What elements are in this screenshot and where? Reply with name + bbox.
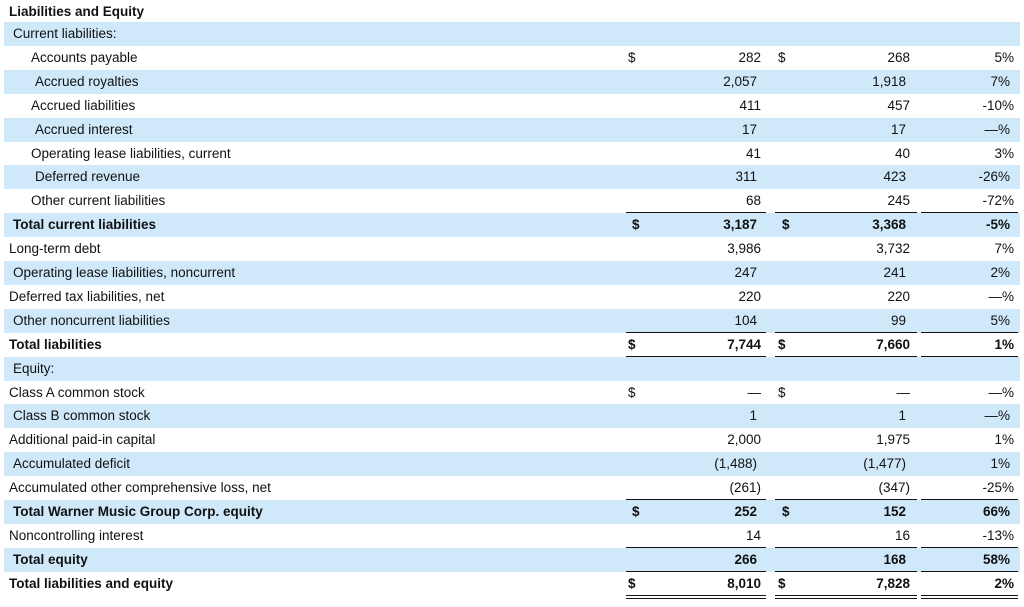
double-rule [921,595,1018,599]
value-current-period: 17 [741,121,757,137]
table-row [0,46,1024,70]
row-label: Accrued royalties [35,73,139,89]
row-label: Operating lease liabilities, current [31,145,231,161]
value-current-period: 247 [734,265,757,280]
table-row [4,452,1020,476]
value-prior-period: 3,732 [876,241,910,257]
table-row [4,213,1020,237]
row-label: Equity: [13,360,55,376]
double-rule [775,595,917,599]
percent-change: -26% [978,169,1010,185]
value-prior-period: — [896,384,910,400]
table-row [4,165,1020,189]
value-current-period: 2,000 [727,432,761,448]
currency-sign-prior: $ [782,217,790,233]
row-label: Current liabilities: [13,26,117,41]
currency-sign-current: $ [628,575,636,591]
row-label: Accumulated deficit [13,456,131,472]
value-current-period: (1,488) [714,456,757,472]
value-prior-period: 1,975 [876,432,910,448]
currency-sign-prior: $ [778,575,786,591]
table-row [4,118,1020,142]
row-label: Other noncurrent liabilities [13,312,170,328]
table-row [4,309,1020,333]
value-prior-period: 7,828 [876,575,910,591]
percent-change: 1% [994,336,1014,352]
table-row [4,548,1020,572]
table-row [0,381,1024,405]
percent-change: —% [988,288,1014,304]
value-current-period: — [747,384,761,400]
currency-sign-current: $ [632,504,640,519]
percent-change: 2% [990,265,1010,280]
value-prior-period: (1,477) [863,456,906,472]
currency-sign-current: $ [628,384,636,400]
value-current-period: 1 [749,408,757,424]
value-current-period: 266 [734,551,757,567]
value-current-period: 14 [745,527,761,543]
currency-sign-prior: $ [778,49,786,65]
table-row [0,142,1024,166]
value-prior-period: 457 [887,97,910,113]
value-prior-period: 268 [887,49,910,65]
percent-change: 1% [990,456,1010,472]
double-rule [626,595,766,599]
percent-change: 1% [994,432,1014,448]
value-prior-period: 245 [887,193,910,209]
row-label: Accrued liabilities [31,97,136,113]
value-prior-period: 7,660 [876,336,910,352]
table-row [0,237,1024,261]
percent-change: —% [988,384,1014,400]
row-label: Total equity [13,551,88,567]
percent-change: 5% [990,312,1010,328]
row-label: Total liabilities [9,336,102,352]
table-row [4,404,1020,428]
value-prior-period: 1,918 [872,73,906,89]
percent-change: -5% [985,217,1010,233]
row-label: Long-term debt [9,241,101,257]
row-label: Accounts payable [31,49,138,65]
value-current-period: 411 [739,97,761,113]
table-row [0,285,1024,309]
percent-change: -72% [982,193,1014,209]
row-label: Class B common stock [13,408,151,424]
row-label: Additional paid-in capital [9,432,156,448]
currency-sign-prior: $ [778,384,786,400]
percent-change: —% [984,121,1010,137]
percent-change: 7% [994,241,1014,257]
value-prior-period: 17 [890,121,906,137]
table-row [4,261,1020,285]
table-row [0,476,1024,500]
row-label: Deferred revenue [35,169,141,185]
value-current-period: 3,187 [723,217,757,233]
currency-sign-current: $ [628,336,636,352]
percent-change: 2% [994,575,1014,591]
row-label: Operating lease liabilities, noncurrent [13,265,236,280]
table-row [0,572,1024,596]
value-current-period: 68 [745,193,761,209]
percent-change: 5% [994,49,1014,65]
currency-sign-current: $ [628,49,636,65]
value-prior-period: 152 [883,504,906,519]
value-current-period: 220 [738,288,761,304]
value-prior-period: 40 [894,145,910,161]
percent-change: -13% [982,527,1014,543]
row-label: Total current liabilities [13,217,157,233]
percent-change: 58% [982,551,1010,567]
value-prior-period: 3,368 [872,217,906,233]
table-row [4,357,1020,381]
value-current-period: 311 [735,169,757,185]
value-current-period: (261) [729,480,761,496]
value-current-period: 104 [734,312,757,328]
value-prior-period: 168 [883,551,906,567]
table-row [0,524,1024,548]
percent-change: —% [984,408,1010,424]
currency-sign-prior: $ [778,336,786,352]
row-label: Total liabilities and equity [9,575,174,591]
value-prior-period: (347) [878,480,910,496]
percent-change: -25% [982,480,1014,496]
value-prior-period: 423 [883,169,906,185]
value-current-period: 41 [745,145,761,161]
row-label: Accumulated other comprehensive loss, net [9,480,271,496]
currency-sign-prior: $ [782,504,790,519]
table-row [0,94,1024,118]
percent-change: 7% [990,73,1010,89]
table-row [4,22,1020,46]
value-current-period: 3,986 [727,241,761,257]
row-label: Total Warner Music Group Corp. equity [13,504,263,519]
value-current-period: 252 [734,504,757,519]
value-prior-period: 220 [887,288,910,304]
percent-change: 66% [982,504,1010,519]
value-prior-period: 16 [894,527,910,543]
value-current-period: 2,057 [723,73,757,89]
table-row [4,70,1020,94]
value-current-period: 7,744 [727,336,761,352]
value-current-period: 8,010 [727,575,761,591]
value-prior-period: 241 [883,265,906,280]
percent-change: 3% [994,145,1014,161]
section-title-row [0,0,1024,24]
row-label: Deferred tax liabilities, net [9,288,165,304]
currency-sign-current: $ [632,217,640,233]
value-prior-period: 99 [890,312,906,328]
value-current-period: 282 [738,49,761,65]
table-row [4,500,1020,524]
table-row [0,333,1024,357]
section-title: Liabilities and Equity [9,4,145,19]
table-row [0,189,1024,213]
row-label: Noncontrolling interest [9,527,144,543]
row-label: Other current liabilities [31,193,166,209]
row-label: Class A common stock [9,384,145,400]
percent-change: -10% [982,97,1014,113]
value-prior-period: 1 [898,408,906,424]
row-label: Accrued interest [35,121,133,137]
table-row [0,428,1024,452]
